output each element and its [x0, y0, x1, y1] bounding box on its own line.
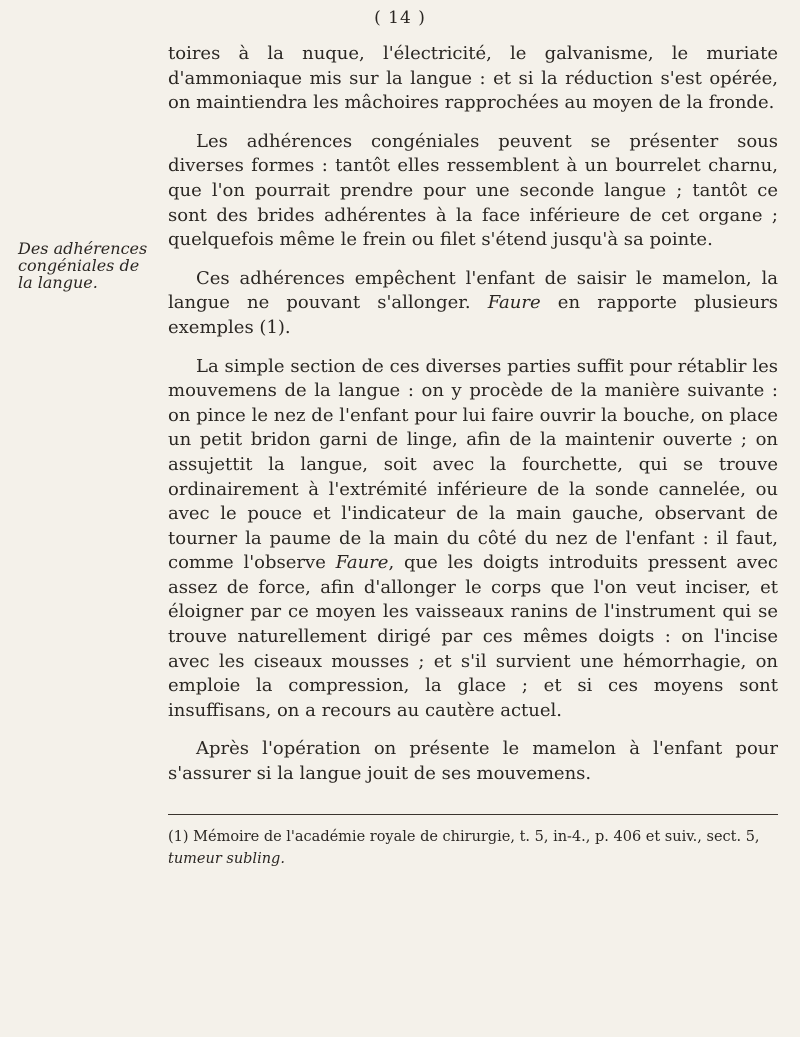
main-text	[168, 42, 778, 787]
paragraph-procedure-text: La simple section de ces diverses parties suffit pour rétablir les mouvemens de la langue : on y procède de la manière suivante : on pince le nez de l'enfant pour lui faire ouvrir la bouche, on place un petit bridon garni de linge, afin de la maintenir ouverte ; on assujettit la langue, soit avec la fourchette, qui se trouve ordinairement à l'extrémité inférieure de la sonde cannelée, ou avec le pouce et l'indicateur de la main gauche, observant de tourner la paume de la main du côté du nez de l'enfant : il faut, comme l'observe	[168, 355, 778, 574]
footnote-italic: tumeur subling.	[168, 851, 285, 867]
margin-note: Des adhérences congéniales de la langue.	[18, 239, 148, 292]
paragraph-consequences	[168, 267, 778, 341]
footnote	[168, 826, 778, 870]
footnote-divider	[168, 814, 778, 815]
paragraph-after-operation: Après l'opération on présente le mamelon à l'enfant pour s'assurer si la langue jouit de ses mouvemens.	[168, 738, 778, 785]
author-name: Faure	[487, 292, 541, 314]
paragraph-consequences-text-end: en rapporte plusieurs exemples (1).	[168, 292, 779, 338]
page-number: ( 14 )	[374, 8, 426, 28]
paragraph-continued: toires à la nuque, l'électricité, le galvanisme, le muriate d'ammoniaque mis sur la langue : et si la réduction s'est opérée, on maintiendra les mâchoires rapprochées au moyen de la fronde.	[168, 43, 778, 114]
paragraph-consequences-text: Ces adhérences empêchent l'enfant de saisir le mamelon, la langue ne pouvant s'allonger.	[168, 267, 778, 314]
footnote-text: (1) Mémoire de l'académie royale de chirurgie, t. 5, in-4., p. 406 et suiv., sect. 5,	[168, 829, 760, 845]
paragraph-procedure-text-end: , que les doigts introduits pressent avec assez de force, afin d'allonger le corps que l'on veut inciser, et éloigner par ce moyen les vaisseaux ranins de l'instrument qui se trouve naturellement dirigé par ces mêmes doigts : on l'incise avec les ciseaux mousses ; et s'il survient une hémorrhagie, on emploie la compression, la glace ; et si ces moyens sont insuffisans, on a recours au cautère actuel.	[168, 552, 778, 721]
paragraph-adhesions: Les adhérences congéniales peuvent se présenter sous diverses formes : tantôt elles ressemblent à un bourrelet charnu, que l'on pourrait prendre pour une seconde langue ; tantôt ce sont des brides adhérentes à la face inférieure de cet organe ; quelquefois même le frein ou filet s'étend jusqu'à sa pointe.	[168, 130, 778, 251]
paragraph-procedure	[168, 355, 778, 724]
author-name: Faure	[335, 552, 389, 574]
